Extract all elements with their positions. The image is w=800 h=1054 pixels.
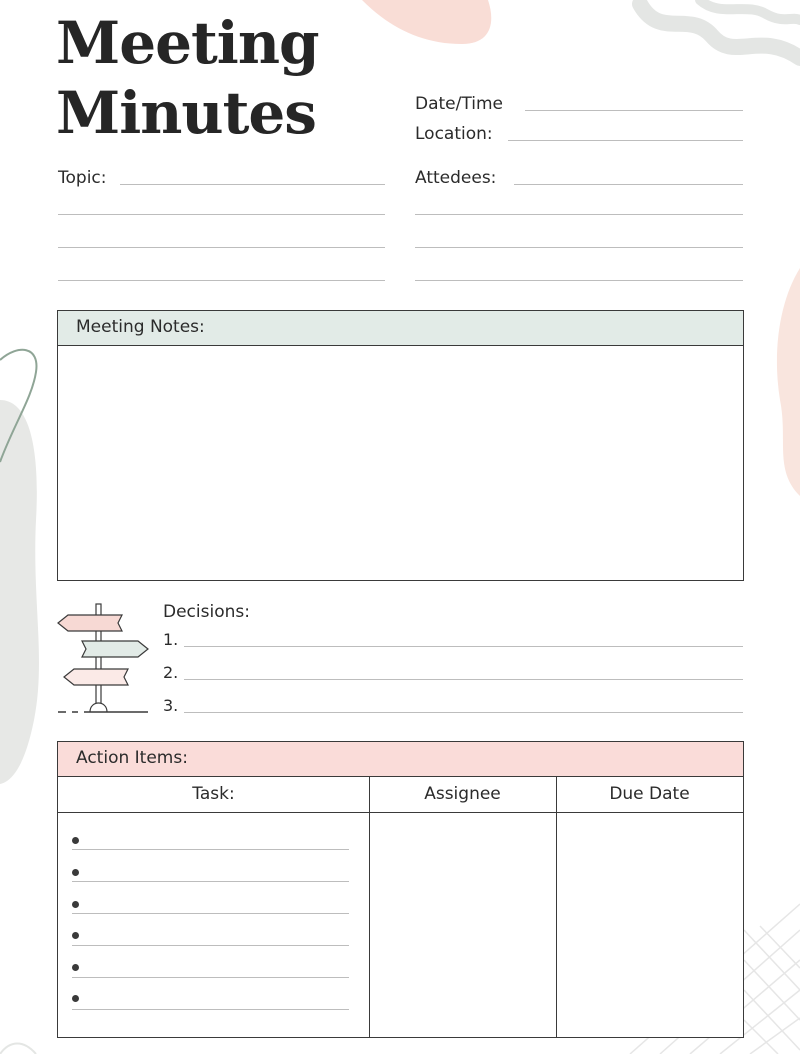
decision-number: 1. [163,630,179,649]
decision-line-2[interactable] [184,679,743,680]
decisions-heading: Decisions: [163,602,250,622]
action-items-heading: Action Items: [58,742,743,777]
grey-squiggle-top [640,4,800,58]
task-bullet [72,869,79,876]
due-date-cell[interactable] [557,814,743,1037]
location-field[interactable] [508,140,743,141]
action-items-table [57,741,744,1038]
page-title [56,8,319,148]
grey-blob-left [0,400,39,784]
task-bullet [72,932,79,939]
topic-line[interactable] [58,280,385,281]
grey-arc-bottom-left [0,1044,36,1054]
decision-number: 2. [163,663,179,682]
task-bullet [72,964,79,971]
column-header-due-date: Due Date [556,777,743,813]
pink-blob-right [777,268,800,496]
signpost-icon [56,600,152,718]
task-line[interactable] [72,945,349,946]
meeting-notes-box [57,310,744,581]
topic-label: Topic: [58,168,107,188]
pink-blob-top [362,0,491,44]
task-bullet [72,995,79,1002]
task-line[interactable] [72,913,349,914]
title-line-1: Meeting [56,9,319,77]
meeting-notes-heading: Meeting Notes: [58,311,743,346]
attendees-field[interactable] [514,184,743,185]
title-line-2: Minutes [56,79,316,147]
column-header-task: Task: [58,777,369,813]
meeting-notes-area[interactable] [58,346,743,580]
decision-line-3[interactable] [184,712,743,713]
grey-squiggle-top-2 [700,0,800,20]
column-header-assignee: Assignee [369,777,556,813]
task-bullet [72,837,79,844]
assignee-cell[interactable] [370,814,556,1037]
date-time-field[interactable] [525,110,743,111]
decision-number: 3. [163,696,179,715]
location-label: Location: [415,124,493,144]
task-line[interactable] [72,849,349,850]
topic-line[interactable] [58,247,385,248]
topic-field[interactable] [120,184,385,185]
attendees-line[interactable] [415,214,743,215]
topic-line[interactable] [58,214,385,215]
attendees-line[interactable] [415,280,743,281]
attendees-line[interactable] [415,247,743,248]
task-bullet [72,901,79,908]
task-line[interactable] [72,1009,349,1010]
date-time-label: Date/Time [415,94,503,114]
sage-loop-left [0,350,36,462]
task-line[interactable] [72,977,349,978]
decision-line-1[interactable] [184,646,743,647]
attendees-label: Attedees: [415,168,497,188]
task-line[interactable] [72,881,349,882]
